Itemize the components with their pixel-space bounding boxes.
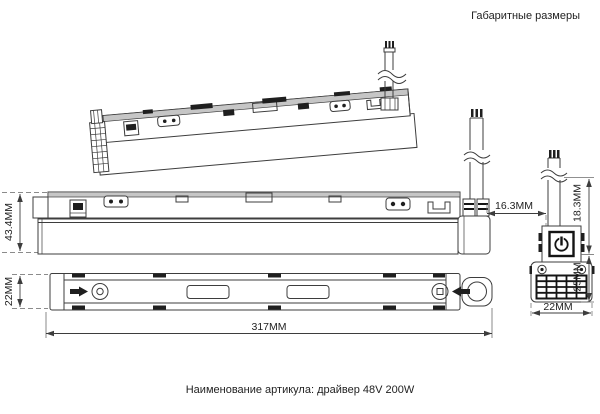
dimension-side-height	[3, 194, 20, 251]
detail-wire	[541, 150, 567, 226]
dimension-plan-width	[3, 276, 20, 307]
dimension-label-connector-stub-height: 18.3MM	[571, 184, 584, 222]
end-connector-detail-view	[530, 150, 595, 316]
power-button-box	[539, 226, 585, 262]
dimension-label-plan-width: 22MM	[3, 276, 15, 307]
plan-view	[3, 274, 492, 339]
pin-grid-block	[530, 262, 595, 302]
dimension-overall-length	[46, 308, 492, 338]
isometric-view	[89, 41, 417, 176]
dimension-label-side-height: 43.4MM	[3, 203, 15, 241]
dimension-label-overall-length: 317MM	[251, 321, 287, 333]
dimension-label-end-block-width: 22MM	[543, 301, 573, 313]
page-title: Габаритные размеры	[471, 10, 580, 22]
dimension-end-block-width	[531, 301, 592, 316]
side-view-wire	[458, 109, 490, 254]
dimension-label-wire-offset: 16.3MM	[495, 200, 533, 212]
article-caption: Наименование артикула: драйвер 48V 200W	[185, 384, 415, 396]
dimension-label-end-block-height: 25MM	[571, 262, 584, 292]
dimension-wire-offset	[487, 200, 546, 226]
